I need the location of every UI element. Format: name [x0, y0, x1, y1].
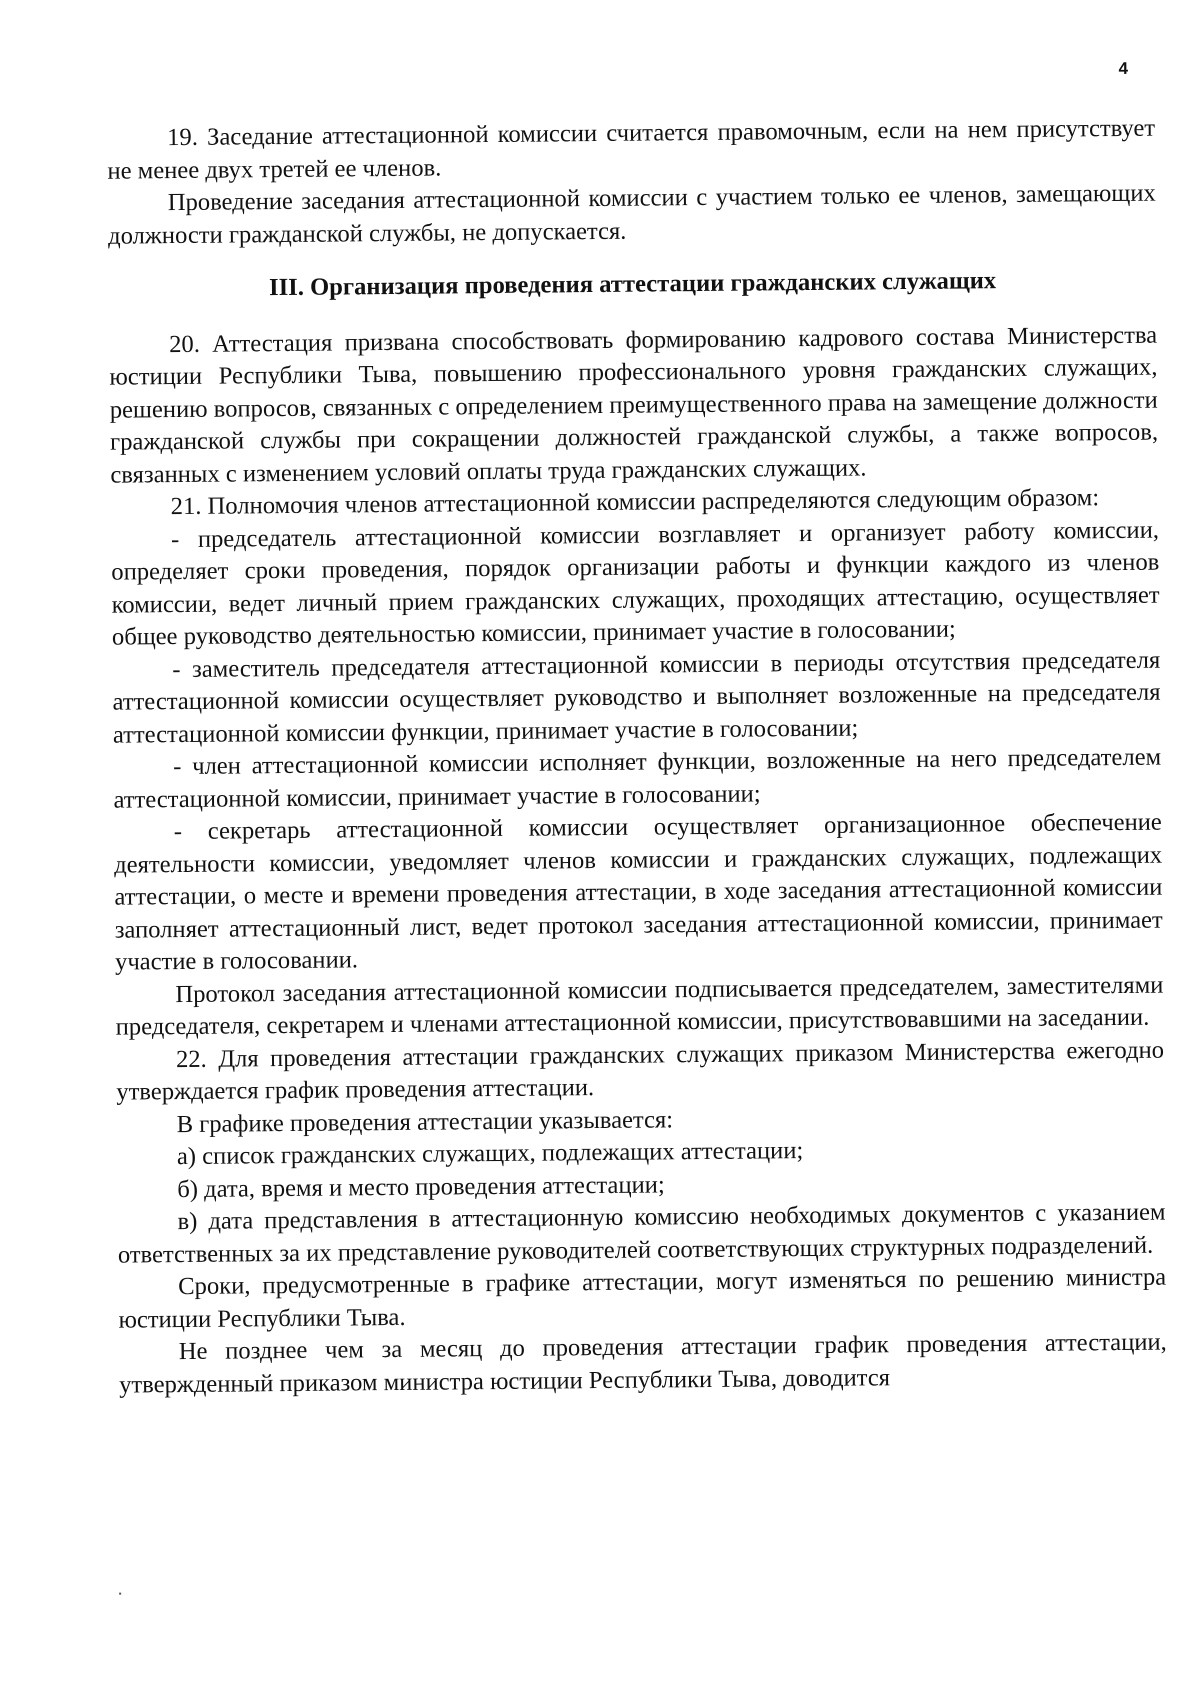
- list-item-member: - член аттестационной комиссии исполняет функции, возложенные на него председателем аттестационной комиссии, принимает участие в голосовании;: [113, 743, 1162, 814]
- scan-artifact: [119, 1593, 121, 1595]
- paragraph-schedule-contents: В графике проведения аттестации указывается:: [176, 1105, 674, 1138]
- paragraph-22: 22. Для проведения аттестации гражданских служащих приказом Министерства ежегодно утверждается график проведения аттестации.: [116, 1036, 1165, 1106]
- page-number: 4: [1118, 58, 1129, 78]
- document-body: [107, 113, 1167, 1402]
- paragraph-deadlines: Сроки, предусмотренные в графике аттестации, могут изменяться по решению министра юстиции Республики Тыва.: [118, 1263, 1167, 1334]
- list-item-b: б) дата, время и место проведения аттестации;: [177, 1170, 665, 1203]
- paragraph-19: 19. Заседание аттестационной комиссии считается правомочным, если на нем присутствует не менее двух третей ее членов.: [107, 114, 1156, 185]
- section-heading: III. Организация проведения аттестации гражданских служащих: [268, 267, 997, 302]
- paragraph-19-continued: Проведение заседания аттестационной комиссии с участием только ее членов, замещающих должности гражданской службы, не допускается.: [107, 179, 1156, 250]
- list-item-chairman: - председатель аттестационной комиссии возглавляет и организует работу комиссии, определяет сроки проведения, порядок организации работы и функции каждого из членов комиссии, ведет личный прием гражданских служащих, проходящих аттестацию, осуществляет общее руководство деятельностью комиссии, принимает участие в голосовании;: [111, 516, 1160, 651]
- paragraph-21: 21. Полномочия членов аттестационной комиссии распределяются следующим образом:: [170, 484, 1100, 521]
- list-item-a: а) список гражданских служащих, подлежащих аттестации;: [176, 1137, 804, 1171]
- paragraph-protocol: Протокол заседания аттестационной комиссии подписывается председателем, заместителями председателя, секретарем и членами аттестационной комиссии, присутствовавшими на заседании.: [115, 971, 1164, 1041]
- list-item-c: в) дата представления в аттестационную комиссию необходимых документов с указанием ответственных за их представление руководителей соответствующих структурных подразделений.: [117, 1198, 1166, 1269]
- paragraph-notification: Не позднее чем за месяц до проведения аттестации график проведения аттестации, утвержденный приказом министра юстиции Республики Тыва, доводится: [118, 1328, 1167, 1399]
- list-item-deputy-chairman: - заместитель председателя аттестационной комиссии в периоды отсутствия председателя аттестационной комиссии осуществляет руководство и выполняет возложенные на председателя аттестационной комиссии функции, принимает участие в голосовании;: [112, 646, 1161, 749]
- paragraph-20: 20. Аттестация призвана способствовать формированию кадрового состава Министерства юстиции Республики Тыва, повышению профессионального уровня гражданских служащих, решению вопросов, связанных с определением преимущественного права на замещение должности гражданской службы при сокращении должностей гражданской службы, а также вопросов, связанных с изменением условий оплаты труда гражданских служащих.: [109, 321, 1159, 489]
- list-item-secretary: - секретарь аттестационной комиссии осуществляет организационное обеспечение деятельности комиссии, уведомляет членов комиссии и гражданских служащих, подлежащих аттестации, о месте и времени проведения аттестации, в ходе заседания аттестационной комиссии заполняет аттестационный лист, ведет протокол заседания аттестационной комиссии, принимает участие в голосовании.: [114, 808, 1163, 976]
